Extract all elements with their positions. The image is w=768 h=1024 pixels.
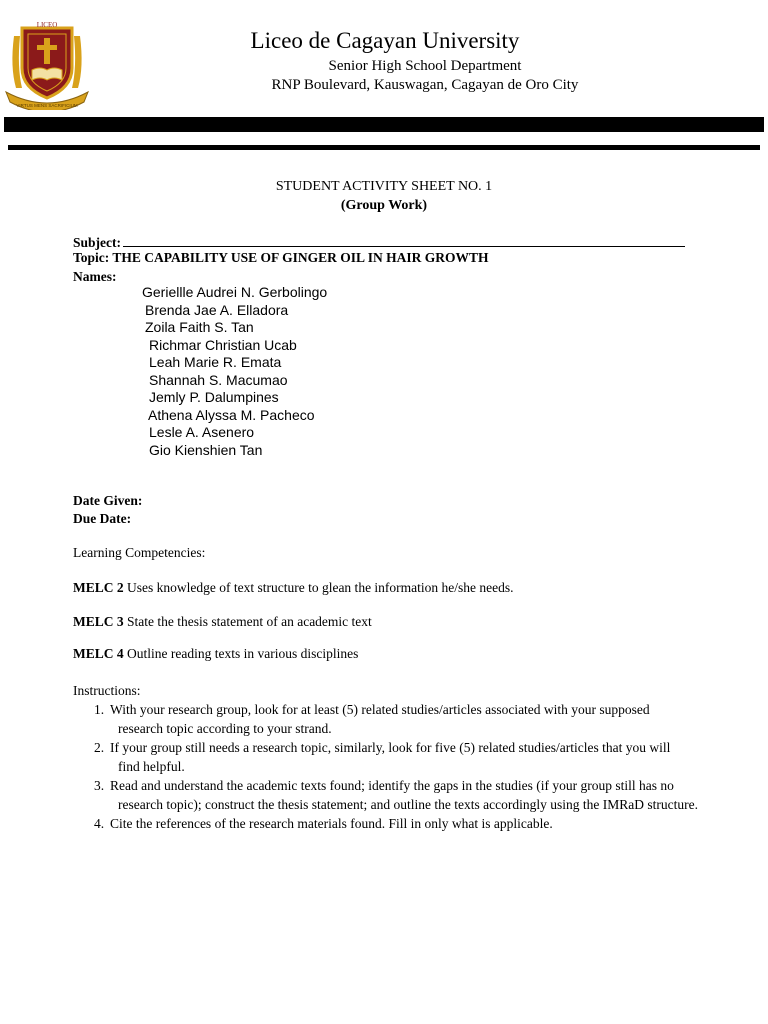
date-given-label: Date Given:	[73, 493, 143, 508]
list-item: Athena Alyssa M. Pacheco	[148, 406, 315, 423]
header-divider-thick	[4, 117, 764, 132]
instruction-text: Read and understand the academic texts found; identify the gaps in the studies (if your group still has no	[110, 778, 674, 793]
instruction-text: If your group still needs a research topic, similarly, look for five (5) related studies/articles that you will	[110, 740, 671, 755]
topic-field: Topic: THE CAPABILITY USE OF GINGER OIL IN HAIR GROWTH	[73, 250, 489, 265]
instruction-text-continued: research topic); construct the thesis statement; and outline the texts accordingly using the IMRaD structure.	[118, 797, 698, 812]
competencies-heading: Learning Competencies:	[73, 545, 206, 560]
list-item: Lesle A. Asenero	[149, 424, 255, 440]
header-divider-thin	[8, 145, 760, 150]
sheet-subtitle: (Group Work)	[340, 198, 428, 213]
list-item: Richmar Christian Ucab	[149, 336, 297, 353]
subject-label: Subject:	[73, 235, 121, 250]
instruction-item	[94, 814, 700, 833]
competency-text: Outline reading texts in various disciplines	[123, 646, 359, 661]
instruction-text-continued: find helpful.	[118, 759, 185, 774]
due-date-label: Due Date:	[73, 511, 132, 526]
competency-code: MELC 3	[73, 614, 124, 629]
instruction-number: 4.	[94, 816, 105, 831]
subject-blank-line	[123, 233, 685, 247]
university-seal-icon	[4, 22, 90, 110]
competency-text: Uses knowledge of text structure to glean the information he/she needs.	[123, 580, 514, 595]
competency-item	[73, 579, 514, 596]
competency-item	[73, 613, 372, 630]
sheet-title: STUDENT ACTIVITY SHEET NO. 1	[275, 179, 493, 194]
svg-text:VIRTUS MENS SACRIFICIUM: VIRTUS MENS SACRIFICIUM	[16, 103, 78, 108]
list-item: Shannah S. Macumao	[149, 371, 288, 388]
instruction-item	[94, 700, 700, 738]
instruction-text: With your research group, look for at least (5) related studies/articles associated with your supposed	[110, 702, 650, 717]
competency-code: MELC 2	[73, 580, 124, 595]
instruction-text: Cite the references of the research materials found. Fill in only what is applicable.	[110, 816, 553, 831]
list-item: Brenda Jae A. Elladora	[145, 301, 289, 318]
instructions-heading: Instructions:	[73, 683, 141, 698]
department-name: Senior High School Department	[328, 58, 522, 74]
list-item: Gio Kienshien Tan	[149, 441, 263, 458]
svg-text:LICEO: LICEO	[36, 22, 58, 29]
list-item: Jemly P. Dalumpines	[149, 389, 279, 405]
instructions-list	[94, 700, 700, 833]
university-name: Liceo de Cagayan University	[250, 28, 520, 53]
list-item: Geriellle Audrei N. Gerbolingo	[142, 284, 328, 300]
list-item: Zoila Faith S. Tan	[145, 319, 254, 335]
names-label: Names:	[73, 269, 117, 284]
instruction-item	[94, 776, 700, 814]
competency-text: State the thesis statement of an academic text	[123, 614, 372, 629]
instruction-item	[94, 738, 700, 776]
competency-item	[73, 645, 358, 662]
competency-code: MELC 4	[73, 646, 124, 661]
university-address: RNP Boulevard, Kauswagan, Cagayan de Oro City	[271, 77, 579, 93]
instruction-number: 2.	[94, 740, 105, 755]
instruction-number: 1.	[94, 702, 105, 717]
instruction-text-continued: research topic according to your strand.	[118, 721, 332, 736]
list-item: Leah Marie R. Emata	[149, 354, 282, 370]
instruction-number: 3.	[94, 778, 105, 793]
